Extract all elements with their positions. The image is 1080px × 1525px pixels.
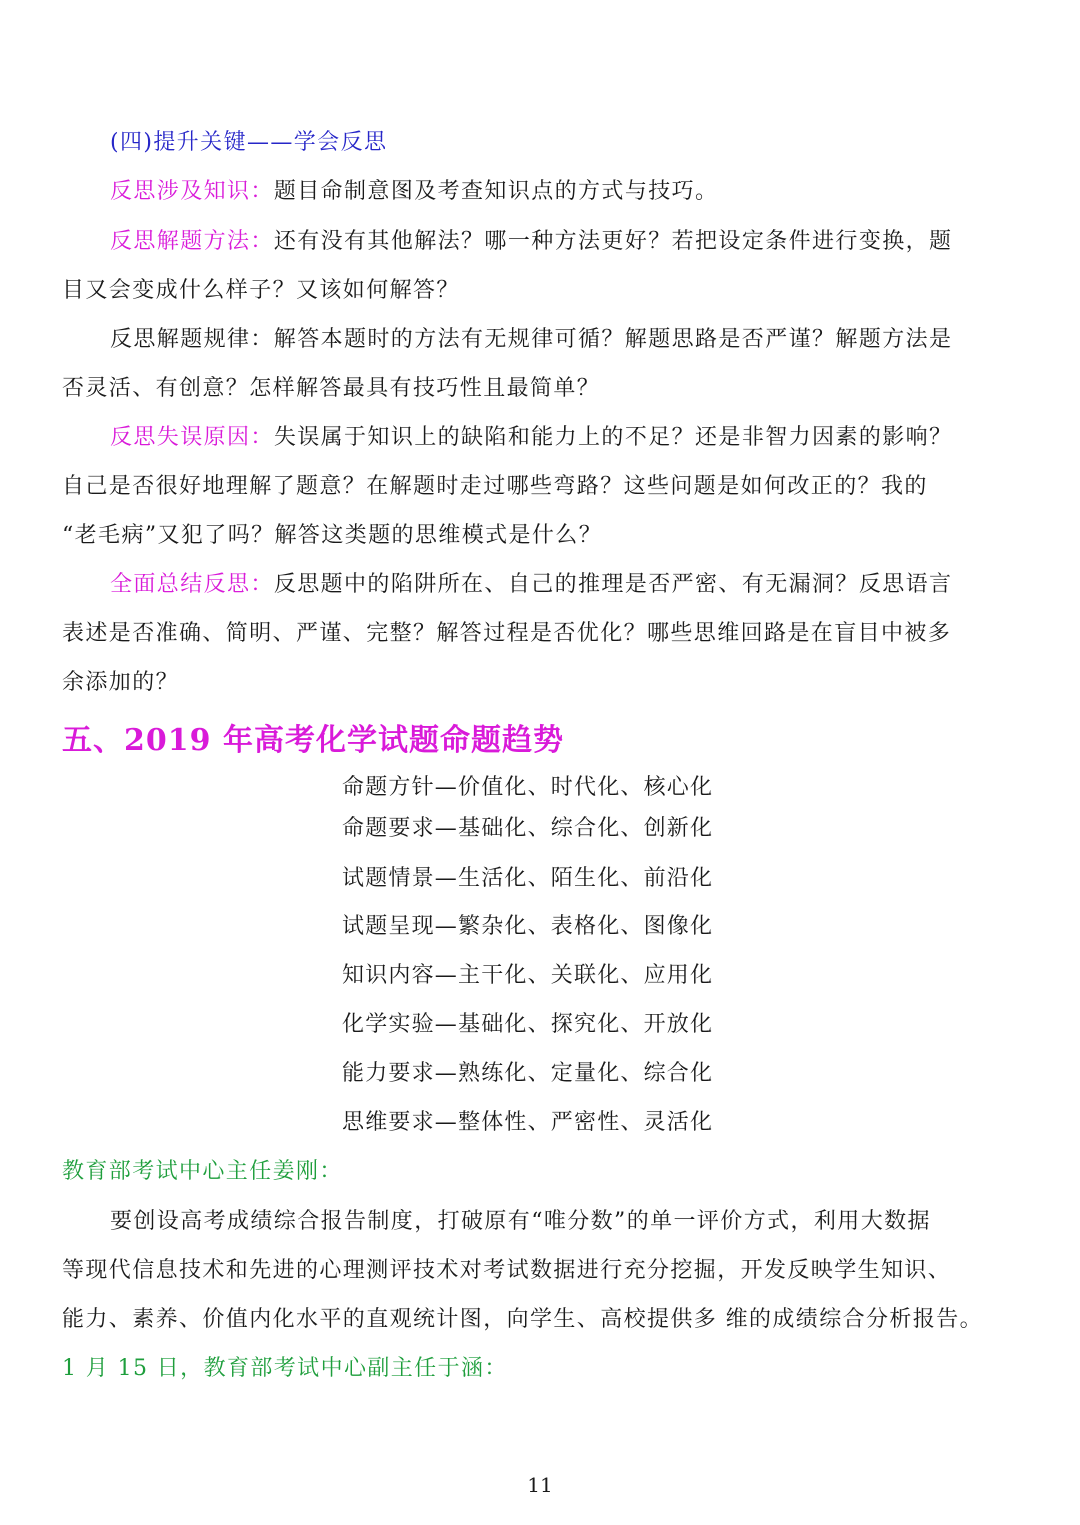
trend-item: 试题呈现—繁杂化、表格化、图像化 [342, 914, 714, 939]
quote-1-line2: 等现代信息技术和先进的心理测评技术对考试数据进行充分挖掘，开发反映学生知识、 [62, 1258, 952, 1283]
paragraph-method-line1 [110, 227, 1028, 257]
page-number: 11 [527, 1473, 553, 1497]
paragraph-rule-line1: 反思解题规律：解答本题时的方法有无规律可循？解题思路是否严谨？解题方法是 [110, 327, 953, 352]
trend-item: 命题方针—价值化、时代化、核心化 [342, 775, 714, 800]
paragraph-rule-line2: 否灵活、有创意？怎样解答最具有技巧性且最简单？ [62, 376, 601, 401]
paragraph-summary-line1 [110, 570, 1028, 600]
label-error: 反思失误原因： [110, 425, 274, 450]
trend-item: 思维要求—整体性、严密性、灵活化 [342, 1110, 714, 1135]
trend-item: 知识内容—主干化、关联化、应用化 [342, 963, 714, 988]
text-summary-line1: 反思题中的陷阱所在、自己的推理是否严密、有无漏洞？反思语言 [273, 572, 953, 597]
paragraph-error-line1 [110, 423, 1028, 453]
text-error-line1: 失误属于知识上的缺陷和能力上的不足？还是非智力因素的影响？ [273, 425, 953, 450]
trend-item: 能力要求—熟练化、定量化、综合化 [342, 1061, 714, 1086]
section-4-title: (四)提升关键——学会反思 [110, 130, 388, 155]
quote-1-line3: 能力、素养、价值内化水平的直观统计图，向学生、高校提供多 维的成绩综合分析报告。 [62, 1307, 983, 1332]
paragraph-method-line2: 目又会变成什么样子？又该如何解答？ [62, 278, 460, 303]
quote-1-line1: 要创设高考成绩综合报告制度，打破原有“唯分数”的单一评价方式，利用大数据 [110, 1209, 931, 1234]
text-method-line1: 还有没有其他解法？哪一种方法更好？若把设定条件进行变换，题 [273, 229, 953, 254]
label-method: 反思解题方法： [110, 229, 274, 254]
trend-item: 试题情景—生活化、陌生化、前沿化 [342, 866, 714, 891]
paragraph-error-line2: 自己是否很好地理解了题意？在解题时走过哪些弯路？这些问题是如何改正的？我的 [62, 474, 928, 499]
label-knowledge: 反思涉及知识： [110, 179, 274, 204]
text-knowledge: 题目命制意图及考查知识点的方式与技巧。 [273, 179, 719, 204]
trend-item: 命题要求—基础化、综合化、创新化 [342, 816, 714, 841]
quote-1-speaker: 教育部考试中心主任姜刚： [62, 1159, 343, 1184]
paragraph-error-line3: “老毛病”又犯了吗？解答这类题的思维模式是什么？ [62, 523, 603, 548]
label-summary: 全面总结反思： [110, 572, 274, 597]
quote-2-speaker: 1 月 15 日，教育部考试中心副主任于涵： [62, 1356, 508, 1381]
paragraph-summary-line3: 余添加的？ [62, 670, 180, 695]
trend-item: 化学实验—基础化、探究化、开放化 [342, 1012, 714, 1037]
paragraph-knowledge [110, 177, 1028, 207]
paragraph-summary-line2: 表述是否准确、简明、严谨、完整？解答过程是否优化？哪些思维回路是在盲目中被多 [62, 621, 952, 646]
section-5-heading: 五、2019 年高考化学试题命题趋势 [62, 723, 564, 758]
